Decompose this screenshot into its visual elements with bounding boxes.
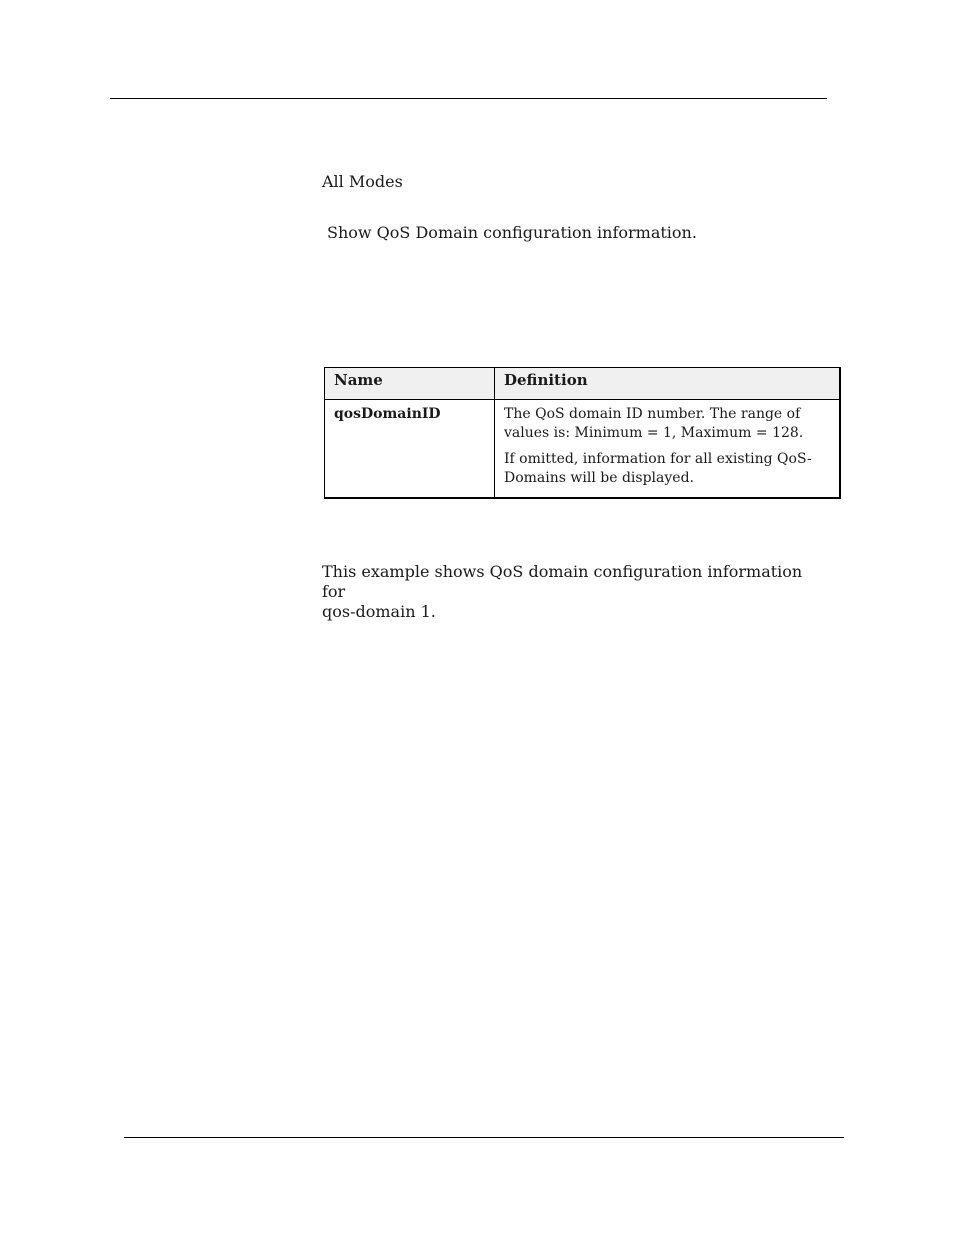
example-paragraph <box>322 562 822 622</box>
table-row <box>325 400 840 499</box>
example-line: qos-domain 1. <box>322 602 436 621</box>
column-header-definition: Definition <box>495 368 840 400</box>
param-name-cell <box>325 400 495 499</box>
column-header-name: Name <box>325 368 495 400</box>
param-definition-text: The QoS domain ID number. The range of values is: Minimum = 1, Maximum = 128. <box>504 406 804 441</box>
table-header-row <box>325 368 840 400</box>
param-definition-note: If omitted, information for all existing QoS-Domains will be displayed. <box>504 451 812 486</box>
header-rule <box>110 98 827 99</box>
footer-rule <box>124 1137 844 1138</box>
command-description: Show QoS Domain configuration information. <box>327 223 697 242</box>
example-line: This example shows QoS domain configuration information for <box>322 562 803 601</box>
command-mode: All Modes <box>322 172 403 191</box>
param-name: qosDomainID <box>334 406 441 422</box>
parameter-table <box>324 367 841 499</box>
param-definition-cell <box>495 400 840 499</box>
